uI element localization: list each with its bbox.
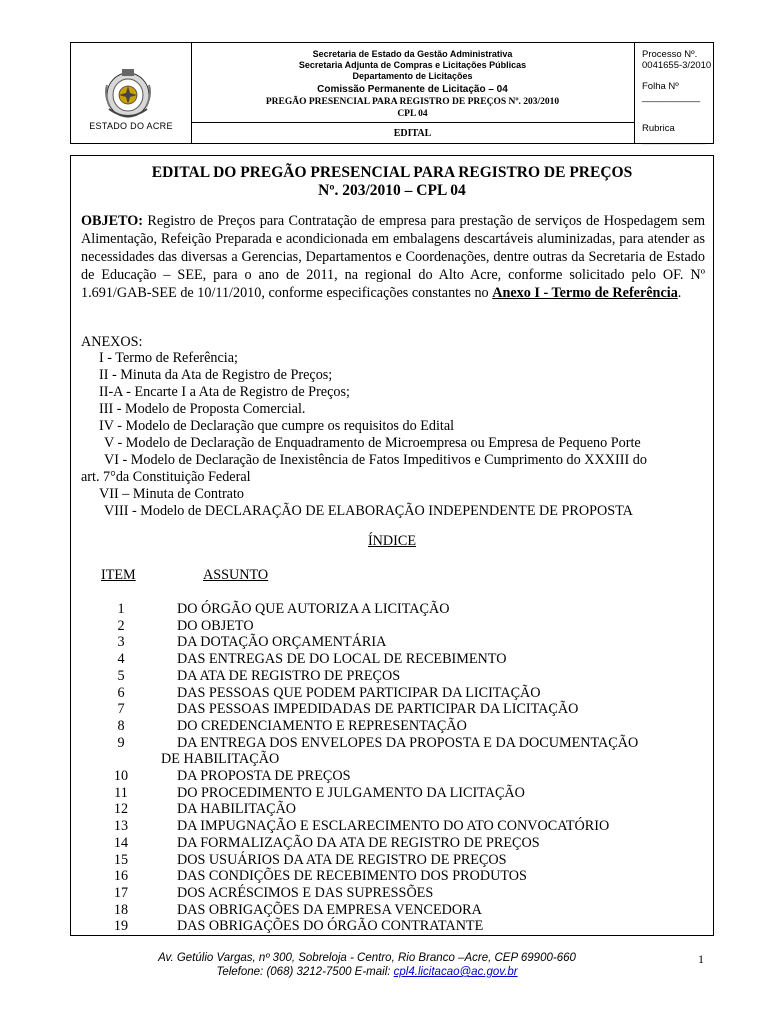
footer-phone: Telefone: (068) 3212-7500 E-mail: xyxy=(216,966,394,978)
annex-reference-link: Anexo I - Termo de Referência xyxy=(492,285,678,301)
indice-item-subject: DOS ACRÉSCIMOS E DAS SUPRESSÕES xyxy=(177,884,434,901)
coat-of-arms-icon xyxy=(104,65,152,123)
edital-number: Nº. 203/2010 – CPL 04 xyxy=(318,182,466,199)
objeto-text: Registro de Preços para Contratação de empresa para prestação de serviços de Hospedagem sem Alimentação, Refeição Preparada e acondicionada em embalagens descartáveis aluminizadas, para atender as necessidades das diversas a Gerencias, Departamentos e Coordenações, dentre outras da Secretaria de Estado de Educação – SEE, para o ano de 2011, na regional do Alto Acre, conforme solicitado pelo OF. Nº 1.691/GAB-SEE de 10/11/2010, conforme especificações constantes no xyxy=(81,213,705,301)
indice-item-number: 6 xyxy=(117,684,125,701)
indice-item-number: 4 xyxy=(117,651,125,668)
indice-item-subject: DA DOTAÇÃO ORÇAMENTÁRIA xyxy=(177,634,387,651)
indice-item-number: 15 xyxy=(113,851,129,868)
anexo-item: V - Modelo de Declaração de Enquadramento de Microempresa ou Empresa de Pequeno Porte xyxy=(104,435,641,451)
indice-item-number: 14 xyxy=(113,834,129,851)
indice-item-subject: DAS CONDIÇÕES DE RECEBIMENTO DOS PRODUTOS xyxy=(177,868,527,885)
header-process-cell xyxy=(634,43,713,143)
indice-item-number: 3 xyxy=(117,634,125,651)
indice-item-number: 5 xyxy=(117,667,125,684)
objeto-paragraph xyxy=(81,212,705,302)
edital-title: EDITAL DO PREGÃO PRESENCIAL PARA REGISTRO DE PREÇOS xyxy=(151,164,633,181)
edital-body xyxy=(70,155,714,936)
indice-item-subject: DAS PESSOAS IMPEDIDADAS DE PARTICIPAR DA LICITAÇÃO xyxy=(177,701,579,718)
anexo-item: VI - Modelo de Declaração de Inexistência de Fatos Impeditivos e Cumprimento do XXXIII do xyxy=(104,452,647,468)
rubrica-field: Rubrica ____________ xyxy=(642,123,706,145)
header-divider xyxy=(191,122,634,123)
indice-item-number: 7 xyxy=(117,701,125,718)
indice-item-number: 11 xyxy=(114,784,128,801)
indice-item-subject: DA PROPOSTA DE PREÇOS xyxy=(177,768,351,784)
page-number: 1 xyxy=(698,952,704,966)
footer-contact xyxy=(0,966,752,978)
anexo-item: II - Minuta da Ata de Registro de Preços; xyxy=(99,367,333,383)
anexos-title: ANEXOS: xyxy=(81,334,143,350)
indice-item-number: 18 xyxy=(113,901,129,918)
col-assunto-header: ASSUNTO xyxy=(203,567,269,583)
footer-address: Av. Getúlio Vargas, nº 300, Sobreloja - Centro, Rio Branco –Acre, CEP 69900-660 xyxy=(158,952,576,964)
header-comissao: Comissão Permanente de Licitação – 04 xyxy=(317,84,508,95)
anexo-item: II-A - Encarte I a Ata de Registro de Preços; xyxy=(99,384,350,400)
indice-item-subject: DOS USUÁRIOS DA ATA DE REGISTRO DE PREÇOS xyxy=(177,851,507,868)
indice-item-number: 13 xyxy=(113,818,129,835)
indice-item-subject: DAS PESSOAS QUE PODEM PARTICIPAR DA LICITAÇÃO xyxy=(177,684,541,701)
processo-number: Processo Nº. 0041655-3/2010 xyxy=(642,49,712,71)
indice-item-subject: DAS OBRIGAÇÕES DA EMPRESA VENCEDORA xyxy=(177,901,482,918)
indice-item-number: 19 xyxy=(113,918,129,935)
indice-item-subject: DO PROCEDIMENTO E JULGAMENTO DA LICITAÇÃO xyxy=(177,784,525,801)
anexo-item: art. 7°da Constituição Federal xyxy=(81,469,251,485)
indice-item-subject: DA FORMALIZAÇÃO DA ATA DE REGISTRO DE PREÇOS xyxy=(177,834,540,851)
indice-title: ÍNDICE xyxy=(367,533,417,549)
indice-item-number: 2 xyxy=(117,617,125,634)
indice-item-number: 1 xyxy=(117,601,125,617)
indice-item-number: 16 xyxy=(113,868,129,885)
indice-item-number: 17 xyxy=(113,884,129,901)
indice-item-number: 12 xyxy=(113,801,129,818)
header-pregao: PREGÃO PRESENCIAL PARA REGISTRO DE PREÇOS Nº. 203/2010 xyxy=(265,97,560,107)
indice-item-subject: DA IMPUGNAÇÃO E ESCLARECIMENTO DO ATO CONVOCATÓRIO xyxy=(177,818,610,835)
folha-field: Folha Nº ___________ xyxy=(642,81,701,103)
header-edital: EDITAL xyxy=(393,128,432,139)
footer-email-link[interactable]: cpl4.licitacao@ac.gov.br xyxy=(393,966,518,978)
header-logo-cell xyxy=(71,43,192,143)
header-secretaria: Secretaria de Estado da Gestão Administrativa xyxy=(312,49,513,59)
state-name: ESTADO DO ACRE xyxy=(89,121,173,131)
header-secretaria-adjunta: Secretaria Adjunta de Compras e Licitações Públicas xyxy=(298,60,527,70)
indice-item-subject: DAS OBRIGAÇÕES DO ÓRGÃO CONTRATANTE xyxy=(177,918,484,935)
anexo-item: III - Modelo de Proposta Comercial. xyxy=(99,401,306,417)
indice-item-number: 10 xyxy=(113,768,129,784)
indice-item-subject: DO ÓRGÃO QUE AUTORIZA A LICITAÇÃO xyxy=(177,601,450,617)
indice-item-subject: DA ATA DE REGISTRO DE PREÇOS xyxy=(177,667,401,684)
header-title-cell xyxy=(191,43,635,143)
indice-item-subject: DE HABILITAÇÃO xyxy=(161,751,280,768)
indice-item-subject: DO OBJETO xyxy=(177,617,254,634)
indice-item-number: 8 xyxy=(117,717,125,734)
header-departamento: Departamento de Licitações xyxy=(352,71,473,81)
document-header xyxy=(70,42,714,144)
anexo-item: IV - Modelo de Declaração que cumpre os requisitos do Edital xyxy=(99,418,455,434)
indice-item-subject: DO CREDENCIAMENTO E REPRESENTAÇÃO xyxy=(177,717,467,734)
indice-item-subject: DA HABILITAÇÃO xyxy=(177,801,297,818)
col-item-header: ITEM xyxy=(101,567,136,583)
anexo-item: VIII - Modelo de DECLARAÇÃO DE ELABORAÇÃO INDEPENDENTE DE PROPOSTA xyxy=(104,503,633,519)
indice-item-subject: DAS ENTREGAS DE DO LOCAL DE RECEBIMENTO xyxy=(177,651,507,668)
anexo-item: I - Termo de Referência; xyxy=(99,350,238,366)
anexo-item: VII – Minuta de Contrato xyxy=(99,486,244,502)
objeto-end: . xyxy=(677,285,682,301)
indice-item-number: 9 xyxy=(117,734,125,751)
indice-item-subject: DA ENTREGA DOS ENVELOPES DA PROPOSTA E DA DOCUMENTAÇÃO xyxy=(177,734,639,751)
objeto-label: OBJETO: xyxy=(81,213,144,229)
header-cpl: CPL 04 xyxy=(397,109,428,119)
